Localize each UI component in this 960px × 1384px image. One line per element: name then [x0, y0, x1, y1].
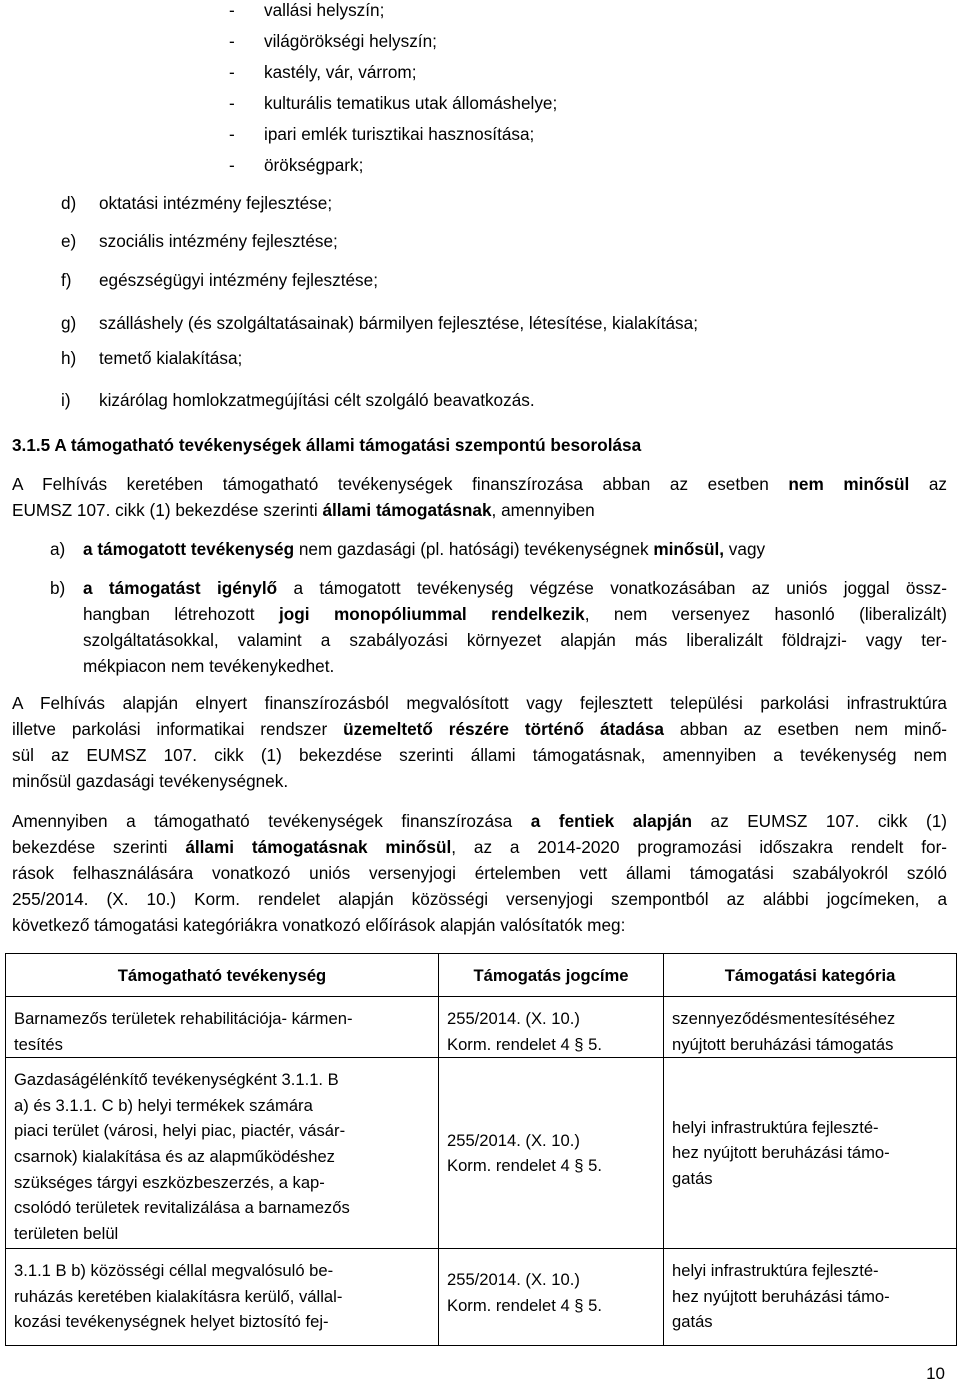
activity-cell: Barnamezős területek rehabilitációja- kármen- tesítés [6, 997, 439, 1058]
legal-basis-cell: 255/2014. (X. 10.) Korm. rendelet 4 § 5. [439, 997, 664, 1058]
paragraph: A Felhívás alapján elnyert finanszírozásból megvalósított vagy fejlesztett települési parkolási infrastruktúra illetve parkolási informatikai rendszer üzemeltető részére történő átadása abban az esetben nem minő- sül az EUMSZ 107. cikk (1) bekezdése szerinti állami támogatásnak, amennyiben a tevékenység nem minősül gazdasági tevékenységnek. [12, 693, 947, 791]
column-header: Támogatható tevékenység [6, 954, 439, 997]
activity-cell: Gazdaságélénkítő tevékenységként 3.1.1. B a) és 3.1.1. C b) helyi termékek számára piaci terület (városi, helyi piac, piactér, vásár- csarnok) kialakítása és az alapműködéshez szükséges tárgyi eszközbeszerzés, a kap- csolódó területek revitalizálása a barnamezős területen belül [6, 1058, 439, 1249]
funding-table [5, 953, 957, 1346]
legal-basis-cell: 255/2014. (X. 10.) Korm. rendelet 4 § 5. [439, 1249, 664, 1346]
category-cell: helyi infrastruktúra fejleszté- hez nyújtott beruházási támo- gatás [664, 1249, 957, 1346]
paragraph: A Felhívás keretében támogatható tevékenységek finanszírozása abban az esetben nem minősül az EUMSZ 107. cikk (1) bekezdése szerinti állami támogatásnak, amennyiben [12, 474, 947, 520]
category-cell: helyi infrastruktúra fejleszté- hez nyújtott beruházási támo- gatás [664, 1058, 957, 1249]
activity-cell: 3.1.1 B b) közösségi céllal megvalósuló be- ruházás keretében kialakításra kerülő, vállal- kozási tevékenységnek helyet biztosító fej- [6, 1249, 439, 1346]
page-number: 10 [926, 1364, 945, 1383]
paragraph: Amennyiben a támogatható tevékenységek finanszírozása a fentiek alapján az EUMSZ 107. cikk (1) bekezdése szerinti állami támogatásnak minősül, az a 2014-2020 programozási időszakra rendelt for- rások felhasználására vonatkozó uniós versenyjogi értelemben vett állami támogatási szabályokról szóló 255/2014. (X. 10.) Korm. rendelet alapján közösségi versenyjogi szempontból az alábbi jogcímeken, a következő támogatási kategóriákra vonatkozó előírások alapján valósítatók meg: [12, 811, 948, 935]
table-row [6, 997, 957, 1058]
column-header: Támogatási kategória [664, 954, 957, 997]
section-heading: 3.1.5 A támogatható tevékenységek állami támogatási szempontú besorolása [12, 435, 642, 455]
column-header: Támogatás jogcíme [439, 954, 664, 997]
table-row [6, 1249, 957, 1346]
legal-basis-cell: 255/2014. (X. 10.) Korm. rendelet 4 § 5. [439, 1058, 664, 1249]
table-header-row [6, 954, 957, 997]
table-row [6, 1058, 957, 1249]
category-cell: szennyeződésmentesítéséhez nyújtott beruházási támogatás [664, 997, 957, 1058]
